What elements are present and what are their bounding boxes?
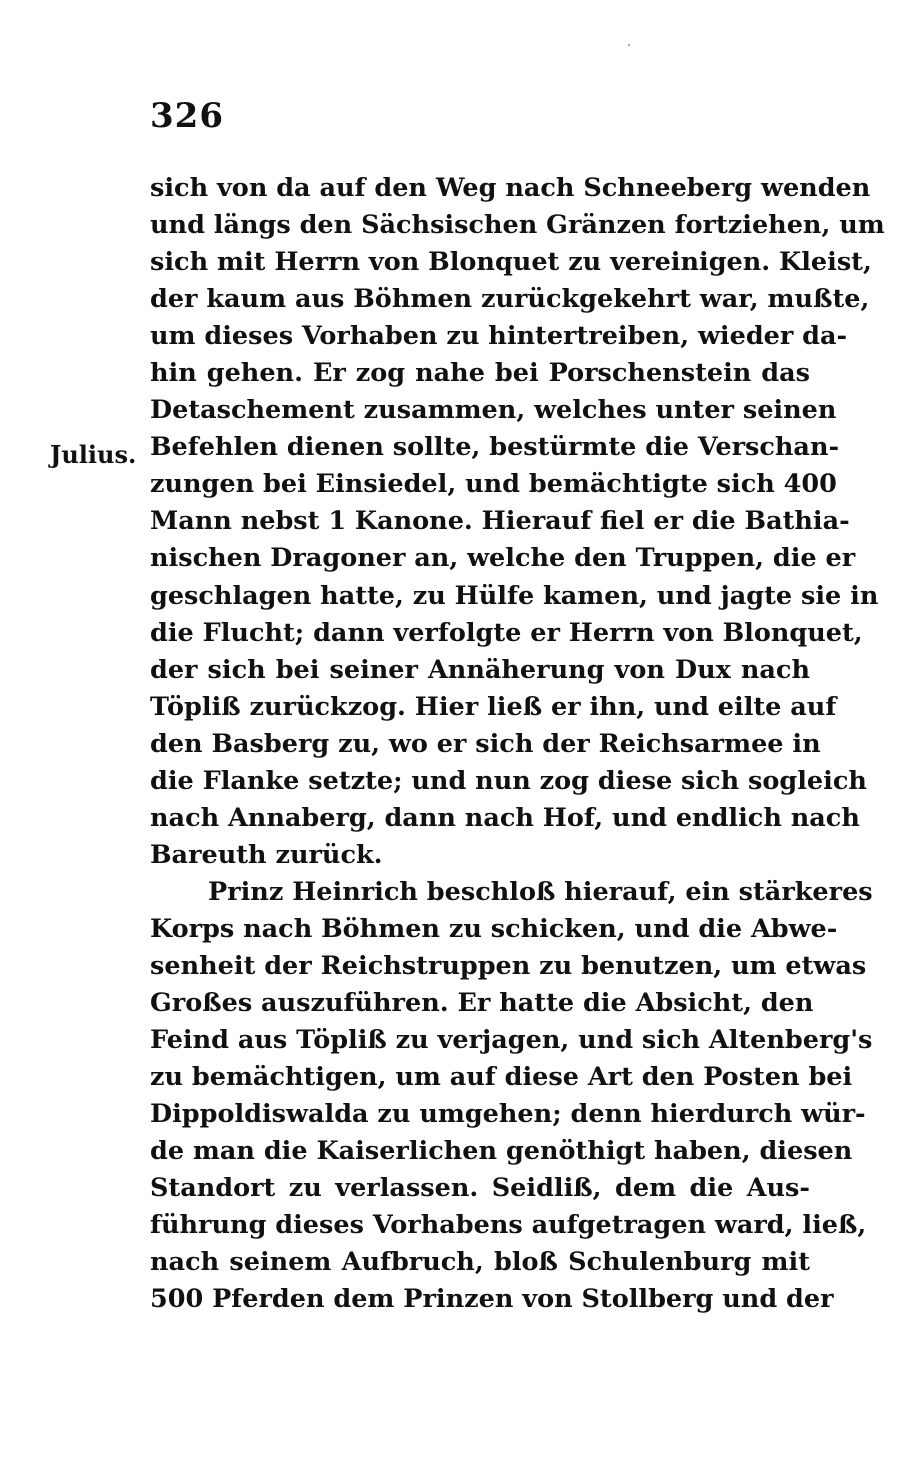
text-line: Mann nebst 1 Kanone. Hierauf fiel er die Bathia- — [150, 506, 850, 537]
text-line: sich mit Herrn von Blonquet zu vereinigen. Kleist, — [150, 247, 872, 278]
text-line: Befehlen dienen sollte, bestürmte die Verschan- — [150, 432, 840, 463]
text-line: Großes auszuführen. Er hatte die Absicht, den — [150, 988, 814, 1019]
text-line: um dieses Vorhaben zu hintertreiben, wieder da- — [150, 321, 848, 352]
text-line: Prinz Heinrich beschloß hierauf, ein stärkeres — [208, 876, 873, 907]
body-text — [150, 170, 885, 1318]
text-line: Töpliß zurückzog. Hier ließ er ihn, und eilte auf — [150, 691, 837, 722]
paragraph — [150, 170, 885, 874]
text-line: 500 Pferden dem Prinzen von Stollberg und der — [150, 1284, 834, 1315]
text-line: senheit der Reichstruppen zu benutzen, um etwas — [150, 950, 867, 981]
text-line: nischen Dragoner an, welche den Truppen, die er — [150, 543, 856, 574]
text-line: der sich bei seiner Annäherung von Dux nach — [150, 654, 810, 685]
text-line: Bareuth zurück. — [150, 839, 383, 870]
text-line: Dippoldiswalda zu umgehen; denn hierdurch wür- — [150, 1099, 866, 1130]
text-line: den Basberg zu, wo er sich der Reichsarmee in — [150, 728, 821, 759]
text-line: und längs den Sächsischen Gränzen fortziehen, um — [150, 210, 885, 241]
text-line: führung dieses Vorhabens aufgetragen ward, ließ, — [150, 1210, 867, 1241]
text-line: zungen bei Einsiedel, und bemächtigte sich 400 — [150, 469, 837, 500]
page-number: 326 — [150, 96, 224, 136]
paper-speck — [628, 44, 630, 46]
text-line: Korps nach Böhmen zu schicken, und die Abwe- — [150, 913, 838, 944]
text-line: Detaschement zusammen, welches unter seinen — [150, 395, 837, 426]
text-line: nach seinem Aufbruch, bloß Schulenburg mit — [150, 1247, 810, 1278]
text-line: die Flucht; dann verfolgte er Herrn von Blonquet, — [150, 617, 863, 648]
text-line: Standort zu verlassen. Seidliß, dem die Aus- — [150, 1173, 810, 1204]
text-line: sich von da auf den Weg nach Schneeberg wenden — [150, 173, 871, 203]
text-line: die Flanke setzte; und nun zog diese sich sogleich — [150, 765, 867, 796]
paragraph — [150, 874, 873, 1319]
text-line: hin gehen. Er zog nahe bei Porschenstein das — [150, 358, 810, 389]
text-line: geschlagen hatte, zu Hülfe kamen, und jagte sie in — [150, 580, 879, 611]
text-line: zu bemächtigen, um auf diese Art den Posten bei — [150, 1062, 853, 1093]
text-line: Feind aus Töpliß zu verjagen, und sich Altenberg's — [150, 1025, 873, 1056]
text-line: nach Annaberg, dann nach Hof, und endlich nach — [150, 802, 860, 833]
margin-note: Julius. — [50, 440, 137, 469]
text-line: de man die Kaiserlichen genöthigt haben, diesen — [150, 1136, 853, 1167]
text-line: der kaum aus Böhmen zurückgekehrt war, mußte, — [150, 284, 870, 315]
